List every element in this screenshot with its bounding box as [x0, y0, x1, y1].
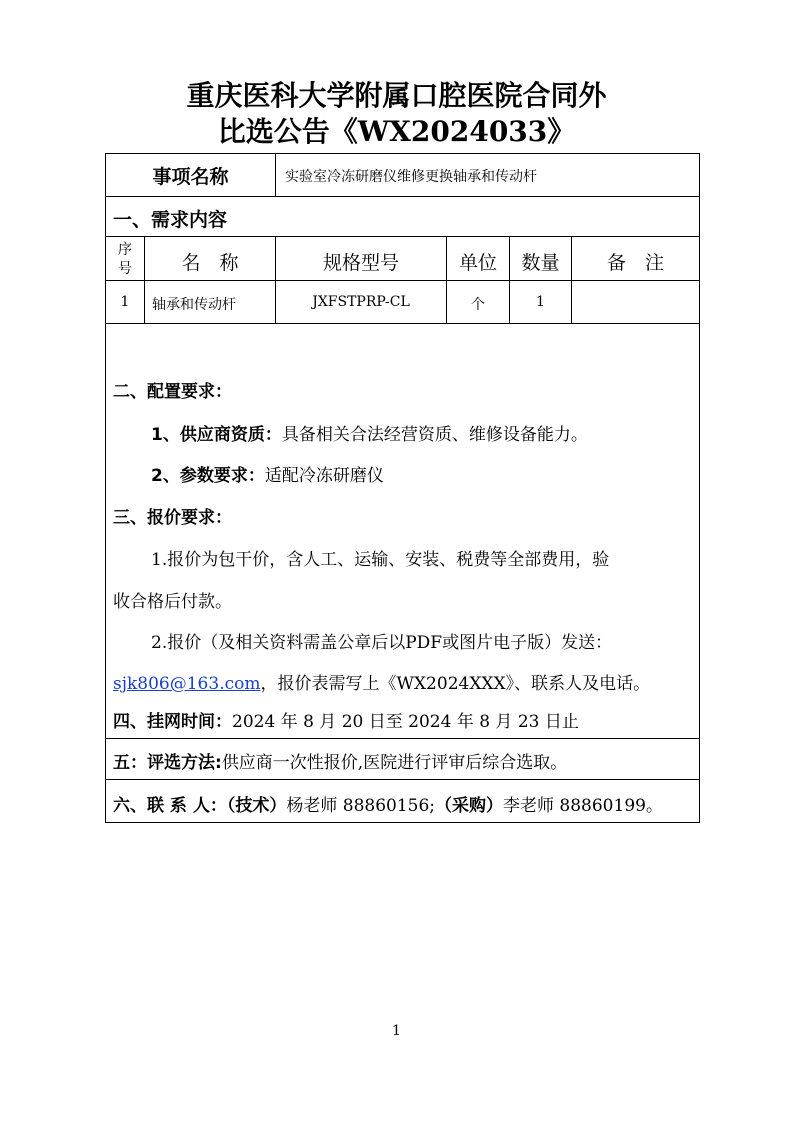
cell-unit: 个 [471, 297, 485, 313]
parameter-requirement-text: 适配冷冻研磨仪 [264, 466, 384, 486]
column-divider [275, 153, 276, 196]
row-divider [105, 323, 700, 324]
col-name-header: 名 称 [181, 252, 239, 274]
section1-heading: 一、需求内容 [113, 209, 228, 231]
col-remark-header: 备 注 [606, 252, 664, 274]
quote-para1-line2: 收合格后付款。 [113, 592, 232, 612]
posting-time-label: 四、挂网时间： [113, 712, 232, 732]
section3-heading: 三、报价要求： [113, 508, 232, 528]
cell-qty: 1 [536, 294, 545, 310]
section2-heading: 二、配置要求： [113, 382, 232, 402]
document-title-line2: 比选公告《WX2024033》 [217, 115, 576, 148]
purchase-contact-label: （采购） [435, 796, 504, 816]
document-title-line1: 重庆医科大学附属口腔医院合同外 [186, 79, 607, 112]
cell-name: 轴承和传动杆 [152, 297, 236, 313]
evaluation-method-label: 五：评选方法: [113, 753, 222, 773]
contact-email-link[interactable]: sjk806@163.com [113, 674, 261, 694]
posting-time-text: 2024 年 8 月 20 日至 2024 年 8 月 23 日止 [232, 712, 579, 732]
col-qty-header: 数量 [521, 252, 560, 274]
row-divider [105, 779, 700, 780]
page-number: 1 [392, 1023, 401, 1039]
section2-item1 [151, 420, 588, 445]
cell-seq: 1 [120, 294, 130, 310]
col-seq-top: 序 [118, 242, 132, 258]
col-seq-bottom: 号 [118, 261, 132, 277]
quote-para2-rest: ，报价表需写上《WX2024XXX》、联系人及电话。 [260, 674, 651, 694]
section4-row [113, 707, 579, 732]
quote-para1-line1: 1.报价为包干价，含人工、运输、安装、税费等全部费用，验 [151, 550, 610, 570]
cell-spec: JXFSTPRP-CL [312, 294, 410, 310]
row-divider [105, 280, 700, 281]
item-name-value: 实验室冷冻研磨仪维修更换轴承和传动杆 [285, 169, 537, 185]
section5-row [113, 748, 567, 773]
item-name-label: 事项名称 [152, 166, 229, 188]
supplier-qualification-label: 1、供应商资质： [151, 425, 282, 445]
row-divider [105, 738, 700, 739]
quote-para2-line1: 2.报价（及相关资料需盖公章后以PDF或图片电子版）发送： [151, 633, 613, 653]
evaluation-method-text: 供应商一次性报价,医院进行评审后综合选取。 [221, 753, 568, 773]
col-unit-header: 单位 [458, 252, 497, 274]
parameter-requirement-label: 2、参数要求： [151, 466, 265, 486]
section2-item2 [151, 461, 384, 486]
row-divider [105, 236, 700, 237]
supplier-qualification-text: 具备相关合法经营资质、维修设备能力。 [281, 425, 588, 445]
row-divider [105, 196, 700, 197]
contact-label: 六、联 系 人： [113, 796, 227, 816]
tech-contact-text: 杨老师 88860156; [286, 796, 436, 816]
tech-contact-label: （技术） [226, 796, 287, 816]
col-spec-header: 规格型号 [322, 252, 399, 274]
purchase-contact-text: 李老师 88860199。 [503, 796, 663, 816]
quote-para2-line2 [113, 669, 650, 694]
section6-row [113, 791, 663, 816]
